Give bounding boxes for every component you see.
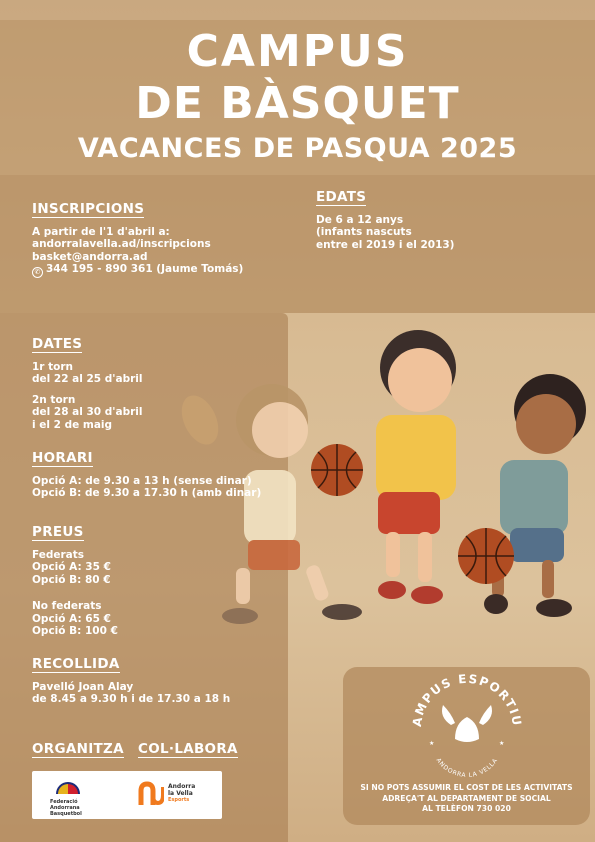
- edats-section: [316, 191, 566, 251]
- fab-line-3: Basquetbol: [50, 811, 82, 817]
- inscripcions-phone-row: [32, 263, 282, 278]
- phone-icon: ✆: [32, 267, 43, 278]
- organitza-heading: ORGANITZA: [32, 741, 124, 757]
- inscripcions-phone: 344 195 - 890 361 (Jaume Tomás): [46, 263, 244, 275]
- alv-emblem-icon: [138, 781, 164, 807]
- fab-line-1: Federació: [50, 799, 78, 805]
- dates-torn-2-dates-1: del 28 al 30 d'abril: [32, 406, 143, 418]
- preus-heading: PREUS: [32, 524, 84, 540]
- andorra-la-vella-esports-logo: [138, 781, 208, 811]
- preus-nofederats-a: Opció A: 65 €: [32, 612, 111, 625]
- winged-shoe-icon: [442, 705, 492, 742]
- preus-federats-label: Federats: [32, 548, 85, 561]
- recollida-heading: RECOLLIDA: [32, 656, 120, 672]
- inscripcions-section: [32, 203, 282, 278]
- inscripcions-email[interactable]: basket@andorra.ad: [32, 250, 148, 263]
- inscripcions-line-1: A partir de l'1 d'abril a:: [32, 225, 170, 238]
- collabora-section: [138, 743, 238, 766]
- inscripcions-url[interactable]: andorralavella.ad/inscripcions: [32, 238, 211, 250]
- title-line-2: DE BÀSQUET: [135, 78, 460, 129]
- horari-option-b: Opció B: de 9.30 a 17.30 h (amb dinar): [32, 487, 262, 499]
- boy-center-figure: [376, 330, 456, 604]
- alv-line-2: la Vella: [168, 790, 193, 797]
- alv-line-1: Andorra: [168, 783, 196, 790]
- dates-torn-2-dates-2: i el 2 de maig: [32, 418, 113, 431]
- title-line-1: CAMPUS: [186, 26, 409, 77]
- fab-logo: [46, 777, 106, 815]
- campus-logo-top-text: AMPUS ESPORTIU: [409, 671, 525, 728]
- inscripcions-heading: INSCRIPCIONS: [32, 201, 145, 217]
- collabora-heading: COL·LABORA: [138, 741, 238, 757]
- dates-torn-2-label: 2n torn: [32, 393, 76, 406]
- preus-federats-a: Opció A: 35 €: [32, 561, 111, 573]
- fab-emblem-icon: [46, 777, 106, 795]
- basketball-1: [311, 444, 363, 496]
- svg-text:CAMPUS ESPORTIUS: [343, 667, 524, 728]
- organitza-section: [32, 743, 124, 766]
- basketball-2: [458, 528, 514, 584]
- campus-logo-bottom-text: ANDORRA LA VELLA: [434, 757, 500, 779]
- fab-line-2: Andorrana: [50, 805, 80, 811]
- edats-line-1: De 6 a 12 anys: [316, 213, 404, 226]
- campus-esportius-box: [343, 667, 590, 825]
- preus-nofederats-label: No federats: [32, 600, 102, 612]
- subtitle: VACANCES DE PASQUA 2025: [77, 133, 518, 164]
- social-note-line-3: AL TELÈFON 730 020: [422, 804, 511, 813]
- sponsor-logos: [32, 771, 222, 819]
- svg-text:ANDORRA LA VELLA: [435, 757, 500, 779]
- dates-torn-1-dates: del 22 al 25 d'abril: [32, 373, 143, 385]
- edats-heading: EDATS: [316, 189, 367, 205]
- recollida-line-1: Pavelló Joan Alay: [32, 680, 134, 693]
- recollida-section: [32, 658, 282, 706]
- horari-option-a: Opció A: de 9.30 a 13 h (sense dinar): [32, 474, 252, 487]
- dates-section: [32, 338, 282, 431]
- preus-federats-b: Opció B: 80 €: [32, 573, 111, 586]
- social-note-line-2: ADREÇA'T AL DEPARTAMENT DE SOCIAL: [382, 793, 551, 803]
- edats-line-2: (infants nascuts: [316, 226, 412, 238]
- campus-esportius-logo: [343, 667, 590, 779]
- horari-section: [32, 452, 282, 500]
- preus-section: [32, 526, 282, 638]
- dates-torn-1-label: 1r torn: [32, 360, 74, 373]
- star-left-icon: ★: [429, 740, 435, 747]
- preus-nofederats-b: Opció B: 100 €: [32, 625, 118, 637]
- recollida-line-2: de 8.45 a 9.30 h i de 17.30 a 18 h: [32, 693, 231, 705]
- star-right-icon: ★: [499, 740, 505, 747]
- horari-heading: HORARI: [32, 450, 93, 466]
- edats-line-3: entre el 2019 i el 2013): [316, 238, 455, 251]
- dates-heading: DATES: [32, 336, 83, 352]
- social-note-line-1: SI NO POTS ASSUMIR EL COST DE LES ACTIVITATS: [360, 783, 573, 792]
- alv-line-3: Esports: [168, 797, 190, 803]
- social-note: [343, 783, 590, 815]
